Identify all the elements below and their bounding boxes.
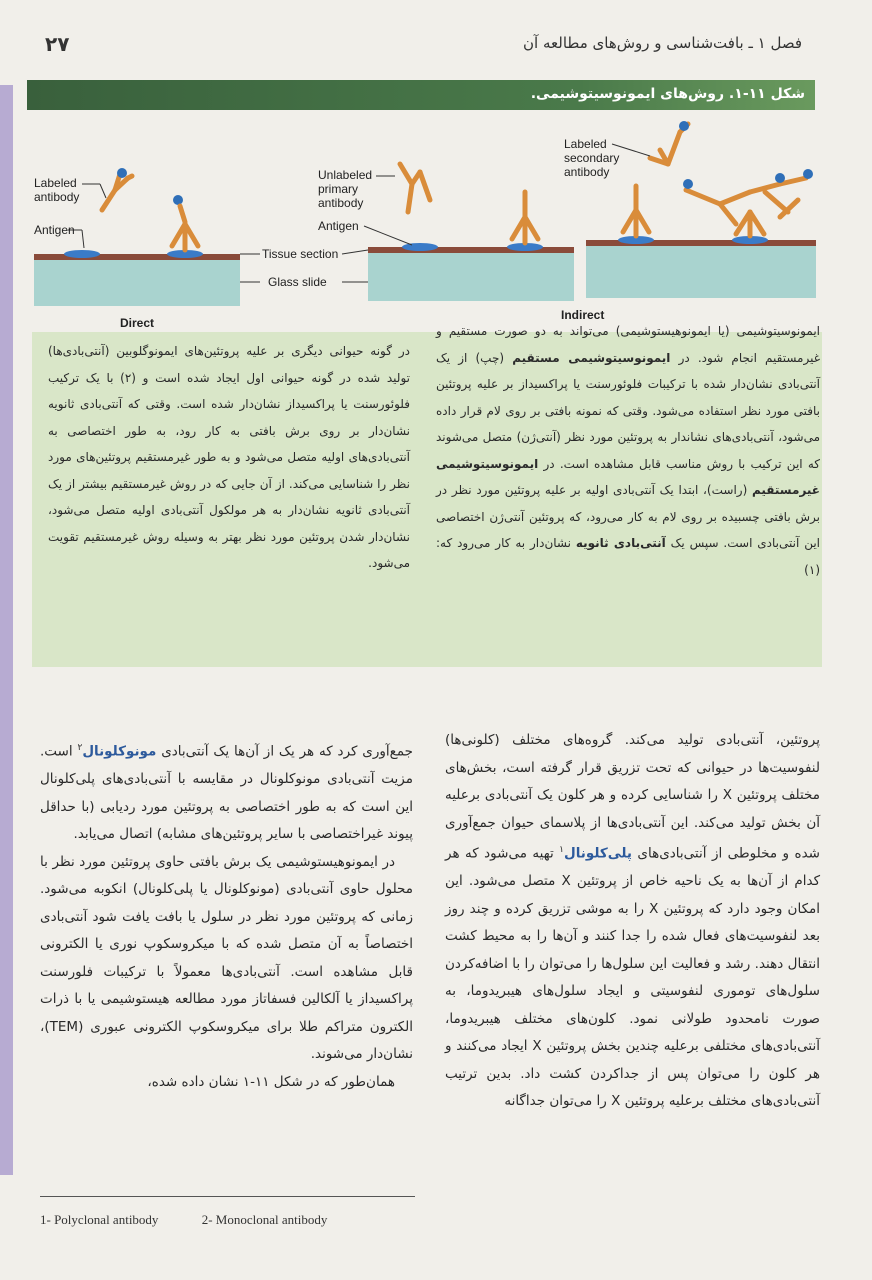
label-dot: [173, 195, 183, 205]
term-direct-icc: ایمونوسیتوشیمی مستقیم: [512, 350, 671, 365]
footnote-1: 1- Polyclonal antibody: [40, 1212, 159, 1227]
body-left-paragraph-3: همان‌طور که در شکل ۱۱-۱ نشان داده شده،: [147, 1073, 395, 1090]
footnote-ref-1: ۱: [559, 845, 565, 855]
figure-illustration: [20, 112, 820, 334]
label-labeled-antibody: Labeled antibody: [34, 176, 80, 204]
indirect-slide-1: [368, 243, 574, 301]
text-run: پروتئین، آنتی‌بادی تولید می‌کند. گروه‌های مختلف (کلونی‌ها) لنفوسیت‌ها در حیوانی که تحت تزریق قرار گرفته است، بخش‌های مختلف پروتئین X را شناسایی کرده و هر کلون یک آنتی‌بادی برعلیه آن بخش تولید می‌کند. این آنتی‌بادی‌ها از پلاسمای حیوان جمع‌آوری شده و مخلوطی از آنتی‌بادی‌های: [445, 732, 821, 862]
footnote-ref-2: ۲: [77, 743, 83, 753]
running-header: [40, 28, 822, 64]
body-column-left: [40, 735, 413, 1096]
label-direct: Direct: [120, 316, 155, 330]
antibody-complex: [686, 178, 806, 236]
label-glass-slide: Glass slide: [268, 275, 327, 289]
label-dot: [117, 168, 127, 178]
label-unlabeled-primary-antibody: Unlabeled primary antibody: [318, 168, 373, 210]
footnote-divider: [40, 1196, 415, 1197]
text-run: (چپ) از یک آنتی‌بادی نشان‌دار شده با ترکیبات فلوئورسنت یا پراکسیداز بر علیه پروتئین بافتی مورد نظر استفاده می‌شود. وقتی که نمونه بافتی بر روی لام قرار داده می‌شود، آنتی‌بادی‌های نشاندار به پروتئین مورد نظر (آنتی‌ژن) متصل می‌شوند که این ترکیب با روش مناسب قابل مشاهده است. در: [436, 350, 820, 471]
term-monoclonal: مونوکلونال: [82, 743, 157, 760]
body-column-right: [445, 727, 820, 1116]
page-number: ۲۷: [45, 32, 70, 56]
immunocytochemistry-figure: [20, 112, 820, 334]
text-run: است. مزیت آنتی‌بادی مونوکلونال در مقایسه با آنتی‌بادی‌های پلی‌کلونال این است که به طور اختصاصی به پروتئین مورد ردیابی (با حداقل پیوند غیراختصاصی با سایر پروتئین‌های مشابه) اتصال می‌یابد.: [40, 743, 413, 842]
label-antigen: Antigen: [34, 223, 75, 237]
label-indirect: Indirect: [561, 308, 605, 322]
footnote-2: 2- Monoclonal antibody: [201, 1212, 328, 1227]
text-run: (راست)، ابتدا یک آنتی‌بادی اولیه بر علیه پروتئین مورد نظر در برش بافتی چسبیده بر روی لام به کار می‌رود، که پروتئین آنتی‌ژن اختصاصی این آنتی‌بادی است. سپس یک: [436, 483, 820, 550]
box-text-right: [436, 318, 820, 583]
bound-primary-antibody-2: [623, 186, 649, 236]
body-left-paragraph-1: [40, 735, 413, 849]
text-run: تهیه می‌شود که هر کدام از آن‌ها به یک ناحیه خاص از پروتئین X متصل می‌شود. این امکان وجود دارد که پروتئین X را به موشی تزریق کرده و چند روز بعد لنفوسیت‌های فعال شده را جدا کنند و آن‌ها را به محیط کشت انتقال دهند. رشد و فعالیت این سلول‌ها را می‌توان را با اضافه‌کردن سلول‌های توموری لنفوسیتی و ایجاد سلول‌های هیبریدوما، به صورت نامحدود طولانی نمود. کلون‌های مختلف هیبریدوما، آنتی‌بادی‌های مختلفی برعلیه چندین بخش پروتئین X ایجاد می‌کنند و هر کلون را می‌توان پس از جداکردن کشت داد. بدین ترتیب آنتی‌بادی‌های مختلف برعلیه پروتئین X را می‌توان جداگانه: [445, 845, 821, 1109]
label-antigen-indirect: Antigen: [318, 219, 359, 233]
term-polyclonal: پلی‌کلونال: [564, 845, 632, 862]
body-right-paragraph: [445, 727, 820, 1116]
chapter-title: فصل ۱ ـ بافت‌شناسی و روش‌های مطالعه آن: [523, 34, 802, 52]
bound-labeled-antibody: [172, 224, 198, 250]
text-run: جمع‌آوری کرد که هر یک از آن‌ها یک آنتی‌بادی: [156, 743, 413, 760]
text-run: ایمونوسیتوشیمی (یا ایمونوهیستوشیمی) می‌تواند به دو صورت مستقیم و غیرمستقیم انجام شود. در: [436, 324, 820, 365]
text-run: نشان‌دار به کار می‌رود که: (۱): [436, 536, 820, 577]
bound-primary-antibody: [512, 192, 538, 243]
body-left-paragraph-2: در ایمونوهیستوشیمی یک برش بافتی حاوی پروتئین مورد نظر با محلول حاوی آنتی‌بادی (مونوکلونال یا پلی‌کلونال) انکوبه می‌شود. زمانی که پروتئین مورد نظر در سلول یا بافت یافت شود آنتی‌بادی اختصاصاً به آن متصل شده که با میکروسکوپ نوری یا الکترونی قابل مشاهده است. آنتی‌بادی‌ها معمولاً با ترکیبات فلورسنت پراکسیداز یا آلکالین فسفاتاز مورد مطالعه هیستوشیمی یا با ذرات الکترون متراکم طلا برای میکروسکوپ الکترونی عبوری (TEM)، نشان‌دار می‌شوند.: [40, 853, 413, 1062]
term-secondary-antibody: آنتی‌بادی ثانویه: [575, 536, 666, 550]
figure-caption: شکل ۱۱-۱. روش‌های ایمونوسیتوشیمی.: [530, 86, 805, 102]
direct-slide: [34, 250, 240, 306]
label-tissue-section: Tissue section: [262, 247, 339, 261]
figure-caption-banner: [27, 80, 815, 110]
page-edge-tint: [0, 85, 13, 1175]
box-right-paragraph: [436, 318, 820, 583]
term-indirect-icc: ایمونوسیتوشیمی غیرمستقیم: [436, 456, 820, 497]
unlabeled-primary-antibody: [400, 164, 430, 212]
free-labeled-antibody: [102, 174, 132, 210]
label-labeled-secondary-antibody: Labeled secondary antibody: [564, 137, 620, 179]
antigen-blob: [64, 250, 100, 258]
box-left-paragraph: در گونه حیوانی دیگری بر علیه پروتئین‌های ایمونوگلوبین (آنتی‌بادی‌ها) تولید شده در گونه حیوانی اول ایجاد شده است و (۲) با یک ترکیب فلوئورسنت یا پراکسیداز نشان‌دار شده است. وقتی که آنتی‌بادی ثانویه نشان‌دار بر روی برش بافتی به کار رود، به طور اختصاصی به آنتی‌بادی‌های اولیه متصل می‌شود و به طور غیرمستقیم پروتئین‌های مورد نظر را شناسایی می‌کند. از آن جایی که در روش غیرمستقیم بیشتر از یک آنتی‌بادی ثانویه نشان‌دار به هر مولکول آنتی‌بادی اولیه متصل می‌شود، نشان‌دار شدن پروتئین مورد نظر بهتر به وسیله روش غیرمستقیم تقویت می‌شود.: [48, 344, 411, 570]
indirect-slide-2: [586, 236, 816, 298]
box-text-left: [48, 338, 410, 577]
footnotes: [40, 1212, 440, 1228]
glass-slide: [34, 260, 240, 306]
